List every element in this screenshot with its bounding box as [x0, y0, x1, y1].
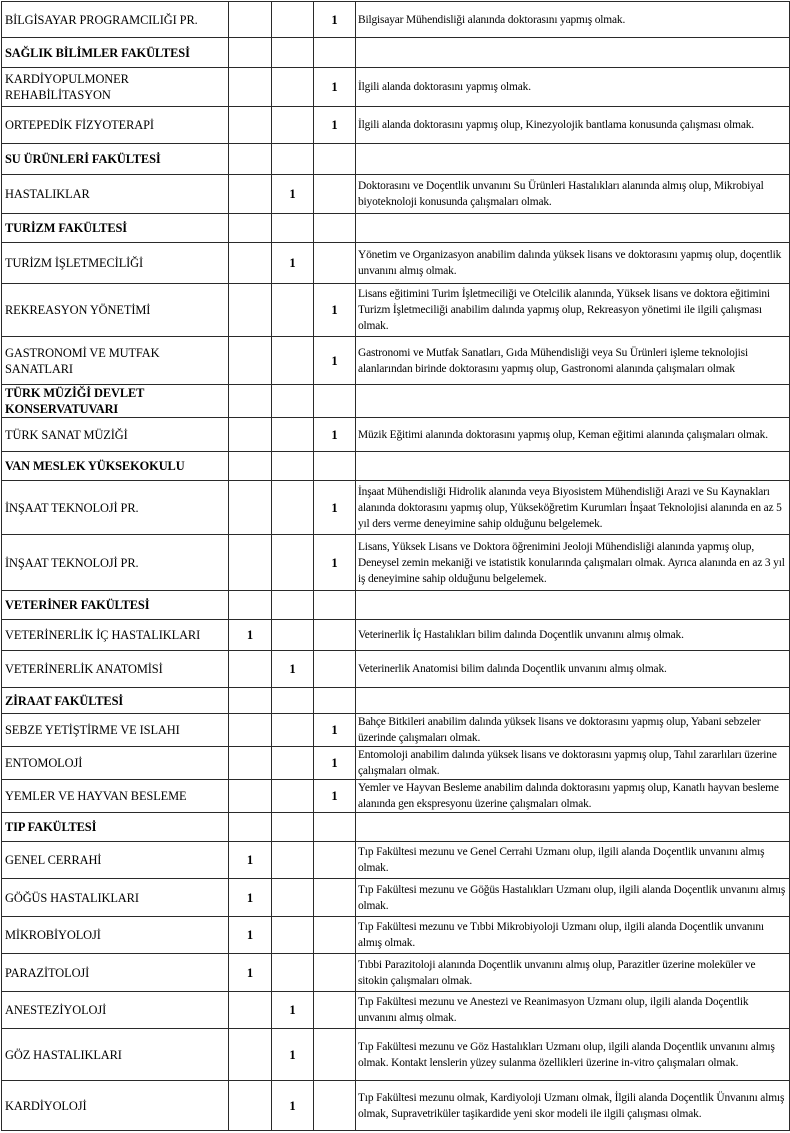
department-cell: TIP FAKÜLTESİ: [2, 813, 229, 842]
assistant-professor-count-cell: [314, 842, 356, 879]
requirement-cell: İnşaat Mühendisliği Hidrolik alanında veya Biyosistem Mühendisliği Arazi ve Su Kaynakları alanında doktorasını yapmış olup, Yükseköğretim Kurumları İnşaat Teknolojisi alanında en az 5 yıl ders verme deneyimine sahip olduğunu belgelemek.: [356, 481, 790, 535]
professor-count-cell: [229, 688, 272, 714]
professor-count-cell: [229, 780, 272, 813]
faculty-header-row: [2, 385, 790, 418]
table-row: [2, 337, 790, 385]
faculty-header-row: [2, 452, 790, 481]
department-cell: TÜRK SANAT MÜZİĞİ: [2, 418, 229, 452]
table-row: [2, 842, 790, 879]
requirement-cell: Tıp Fakültesi mezunu ve Anestezi ve Reanimasyon Uzmanı olup, ilgili alanda Doçentlik unvanını almış olmak.: [356, 992, 790, 1029]
requirement-cell: Tıp Fakültesi mezunu ve Göz Hastalıkları Uzmanı olup, ilgili alanda Doçentlik unvanını almış olmak. Kontakt lenslerin yüzey sulanma özellikleri üzerine in-vitro çalışmaları olmak.: [356, 1029, 790, 1081]
professor-count-cell: [229, 747, 272, 780]
requirement-cell: [356, 813, 790, 842]
associate-professor-count-cell: [272, 813, 314, 842]
requirement-cell: Tıp Fakültesi mezunu ve Göğüs Hastalıkları Uzmanı olup, ilgili alanda Doçentlik unvanını almış olmak.: [356, 879, 790, 917]
assistant-professor-count-cell: [314, 813, 356, 842]
faculty-header-row: [2, 38, 790, 68]
professor-count-cell: 1: [229, 879, 272, 917]
requirement-cell: Lisans eğitimini Turim İşletmeciliği ve Otelcilik alanında, Yüksek lisans ve doktora eğitimini Turizm İşletmeciliği anabilim dalında yapmış olup, Rekreasyon yönetimi ile ilgili çalışması olmak.: [356, 284, 790, 337]
professor-count-cell: [229, 535, 272, 591]
associate-professor-count-cell: [272, 452, 314, 481]
table-row: [2, 620, 790, 651]
professor-count-cell: [229, 144, 272, 175]
assistant-professor-count-cell: 1: [314, 68, 356, 107]
table-row: [2, 747, 790, 780]
professor-count-cell: [229, 243, 272, 284]
associate-professor-count-cell: 1: [272, 243, 314, 284]
requirement-cell: Tıbbi Parazitoloji alanında Doçentlik unvanını almış olup, Parazitler üzerine moleküler ve sitokin çalışmaları olmak.: [356, 954, 790, 992]
associate-professor-count-cell: [272, 535, 314, 591]
faculty-header-row: [2, 144, 790, 175]
associate-professor-count-cell: [272, 917, 314, 954]
assistant-professor-count-cell: 1: [314, 337, 356, 385]
requirement-cell: Tıp Fakültesi mezunu ve Tıbbi Mikrobiyoloji Uzmanı olup, ilgili alanda Doçentlik unvanını almış olmak.: [356, 917, 790, 954]
academic-positions-table: [1, 1, 790, 1131]
requirement-cell: [356, 452, 790, 481]
department-cell: SAĞLIK BİLİMLER FAKÜLTESİ: [2, 38, 229, 68]
associate-professor-count-cell: [272, 144, 314, 175]
associate-professor-count-cell: [272, 591, 314, 620]
associate-professor-count-cell: [272, 747, 314, 780]
associate-professor-count-cell: [272, 107, 314, 144]
assistant-professor-count-cell: 1: [314, 481, 356, 535]
associate-professor-count-cell: 1: [272, 1081, 314, 1131]
professor-count-cell: [229, 337, 272, 385]
associate-professor-count-cell: 1: [272, 992, 314, 1029]
associate-professor-count-cell: [272, 714, 314, 747]
department-cell: VETERİNER FAKÜLTESİ: [2, 591, 229, 620]
assistant-professor-count-cell: [314, 144, 356, 175]
assistant-professor-count-cell: [314, 214, 356, 243]
requirement-cell: Bahçe Bitkileri anabilim dalında yüksek lisans ve doktorasını yapmış olup, Yabani sebzeler üzerinde çalışmaları olmak.: [356, 714, 790, 747]
assistant-professor-count-cell: 1: [314, 535, 356, 591]
associate-professor-count-cell: [272, 481, 314, 535]
department-cell: ENTOMOLOJİ: [2, 747, 229, 780]
associate-professor-count-cell: [272, 418, 314, 452]
professor-count-cell: 1: [229, 917, 272, 954]
requirement-cell: Veterinerlik Anatomisi bilim dalında Doçentlik unvanını almış olmak.: [356, 651, 790, 688]
assistant-professor-count-cell: [314, 620, 356, 651]
table-row: [2, 2, 790, 38]
professor-count-cell: [229, 992, 272, 1029]
assistant-professor-count-cell: 1: [314, 714, 356, 747]
requirement-cell: [356, 591, 790, 620]
professor-count-cell: [229, 418, 272, 452]
requirement-cell: Gastronomi ve Mutfak Sanatları, Gıda Mühendisliği veya Su Ürünleri işleme teknolojisi alanlarından birinde doktorasını yapmış olup, Gastronomi alanında çalışmaları olmak: [356, 337, 790, 385]
assistant-professor-count-cell: 1: [314, 418, 356, 452]
department-cell: YEMLER VE HAYVAN BESLEME: [2, 780, 229, 813]
associate-professor-count-cell: [272, 780, 314, 813]
associate-professor-count-cell: [272, 214, 314, 243]
associate-professor-count-cell: [272, 688, 314, 714]
professor-count-cell: [229, 38, 272, 68]
requirement-cell: [356, 214, 790, 243]
professor-count-cell: [229, 813, 272, 842]
table-row: [2, 107, 790, 144]
requirement-cell: [356, 144, 790, 175]
department-cell: PARAZİTOLOJİ: [2, 954, 229, 992]
department-cell: İNŞAAT TEKNOLOJİ PR.: [2, 481, 229, 535]
assistant-professor-count-cell: [314, 879, 356, 917]
assistant-professor-count-cell: 1: [314, 107, 356, 144]
professor-count-cell: [229, 714, 272, 747]
assistant-professor-count-cell: [314, 917, 356, 954]
professor-count-cell: 1: [229, 842, 272, 879]
assistant-professor-count-cell: [314, 243, 356, 284]
requirement-cell: Veterinerlik İç Hastalıkları bilim dalında Doçentlik unvanını almış olmak.: [356, 620, 790, 651]
associate-professor-count-cell: [272, 284, 314, 337]
professor-count-cell: [229, 175, 272, 214]
assistant-professor-count-cell: [314, 591, 356, 620]
department-cell: GÖĞÜS HASTALIKLARI: [2, 879, 229, 917]
requirement-cell: Yemler ve Hayvan Besleme anabilim dalında doktorasını yapmış olup, Kanatlı hayvan besleme alanında gen ekspresyonu üzerine çalışmaları olmak.: [356, 780, 790, 813]
assistant-professor-count-cell: [314, 385, 356, 418]
assistant-professor-count-cell: [314, 175, 356, 214]
assistant-professor-count-cell: [314, 452, 356, 481]
requirement-cell: İlgili alanda doktorasını yapmış olmak.: [356, 68, 790, 107]
assistant-professor-count-cell: [314, 954, 356, 992]
professor-count-cell: [229, 481, 272, 535]
department-cell: REKREASYON YÖNETİMİ: [2, 284, 229, 337]
table-row: [2, 954, 790, 992]
department-cell: İNŞAAT TEKNOLOJİ PR.: [2, 535, 229, 591]
assistant-professor-count-cell: [314, 688, 356, 714]
associate-professor-count-cell: [272, 38, 314, 68]
assistant-professor-count-cell: 1: [314, 780, 356, 813]
department-cell: SU ÜRÜNLERİ FAKÜLTESİ: [2, 144, 229, 175]
department-cell: VETERİNERLİK İÇ HASTALIKLARI: [2, 620, 229, 651]
associate-professor-count-cell: 1: [272, 175, 314, 214]
faculty-header-row: [2, 591, 790, 620]
table-row: [2, 68, 790, 107]
professor-count-cell: [229, 1081, 272, 1131]
department-cell: ZİRAAT FAKÜLTESİ: [2, 688, 229, 714]
professor-count-cell: [229, 1029, 272, 1081]
department-cell: KARDİYOPULMONER REHABİLİTASYON: [2, 68, 229, 107]
department-cell: TÜRK MÜZİĞİ DEVLET KONSERVATUVARI: [2, 385, 229, 418]
associate-professor-count-cell: [272, 879, 314, 917]
department-cell: KARDİYOLOJİ: [2, 1081, 229, 1131]
faculty-header-row: [2, 688, 790, 714]
requirement-cell: [356, 688, 790, 714]
department-cell: VETERİNERLİK ANATOMİSİ: [2, 651, 229, 688]
associate-professor-count-cell: [272, 337, 314, 385]
requirement-cell: Bilgisayar Mühendisliği alanında doktorasını yapmış olmak.: [356, 2, 790, 38]
professor-count-cell: [229, 284, 272, 337]
assistant-professor-count-cell: [314, 38, 356, 68]
table-row: [2, 714, 790, 747]
associate-professor-count-cell: [272, 385, 314, 418]
department-cell: MİKROBİYOLOJİ: [2, 917, 229, 954]
department-cell: HASTALIKLAR: [2, 175, 229, 214]
requirement-cell: Müzik Eğitimi alanında doktorasını yapmış olup, Keman eğitimi alanında çalışmaları olmak.: [356, 418, 790, 452]
department-cell: TURİZM FAKÜLTESİ: [2, 214, 229, 243]
associate-professor-count-cell: [272, 954, 314, 992]
department-cell: GENEL CERRAHİ: [2, 842, 229, 879]
requirement-cell: [356, 38, 790, 68]
professor-count-cell: [229, 2, 272, 38]
associate-professor-count-cell: [272, 2, 314, 38]
requirement-cell: Tıp Fakültesi mezunu ve Genel Cerrahi Uzmanı olup, ilgili alanda Doçentlik unvanını almış olmak.: [356, 842, 790, 879]
faculty-header-row: [2, 214, 790, 243]
requirement-cell: Lisans, Yüksek Lisans ve Doktora öğrenimini Jeoloji Mühendisliği alanında yapmış olup, Deneysel zemin mekaniği ve istatistik konularında çalışmaları olmak. Ayrıca alanında en az 3 yıl iş deneyimine sahip olduğunu belgelemek.: [356, 535, 790, 591]
department-cell: BİLGİSAYAR PROGRAMCILIĞI PR.: [2, 2, 229, 38]
professor-count-cell: [229, 107, 272, 144]
requirement-cell: Doktorasını ve Doçentlik unvanını Su Ürünleri Hastalıkları alanında almış olup, Mikrobiyal biyoteknoloji konusunda çalışmaları olmak.: [356, 175, 790, 214]
table-row: [2, 418, 790, 452]
assistant-professor-count-cell: 1: [314, 2, 356, 38]
requirement-cell: [356, 385, 790, 418]
assistant-professor-count-cell: 1: [314, 284, 356, 337]
department-cell: ORTEPEDİK FİZYOTERAPİ: [2, 107, 229, 144]
assistant-professor-count-cell: 1: [314, 747, 356, 780]
professor-count-cell: [229, 452, 272, 481]
table-row: [2, 175, 790, 214]
assistant-professor-count-cell: [314, 1081, 356, 1131]
professor-count-cell: [229, 385, 272, 418]
table-row: [2, 1029, 790, 1081]
table-row: [2, 243, 790, 284]
table-row: [2, 917, 790, 954]
professor-count-cell: [229, 68, 272, 107]
department-cell: VAN MESLEK YÜKSEKOKULU: [2, 452, 229, 481]
assistant-professor-count-cell: [314, 1029, 356, 1081]
professor-count-cell: 1: [229, 620, 272, 651]
table-row: [2, 284, 790, 337]
table-row: [2, 992, 790, 1029]
requirement-cell: İlgili alanda doktorasını yapmış olup, Kinezyolojik bantlama konusunda çalışması olmak.: [356, 107, 790, 144]
assistant-professor-count-cell: [314, 651, 356, 688]
associate-professor-count-cell: [272, 842, 314, 879]
associate-professor-count-cell: [272, 620, 314, 651]
professor-count-cell: [229, 591, 272, 620]
associate-professor-count-cell: 1: [272, 651, 314, 688]
requirement-cell: Tıp Fakültesi mezunu olmak, Kardiyoloji Uzmanı olmak, İlgili alanda Doçentlik Ünvanını almış olmak, Supravetriküler taşikardide yeni skor modeli ile ilgili çalışması olmak.: [356, 1081, 790, 1131]
professor-count-cell: [229, 651, 272, 688]
requirement-cell: Entomoloji anabilim dalında yüksek lisans ve doktorasını yapmış olup, Tahıl zararlıları üzerine çalışmaları olmak.: [356, 747, 790, 780]
department-cell: ANESTEZİYOLOJİ: [2, 992, 229, 1029]
requirement-cell: Yönetim ve Organizasyon anabilim dalında yüksek lisans ve doktorasını yapmış olup, doçentlik unvanını almış olmak.: [356, 243, 790, 284]
table-row: [2, 481, 790, 535]
table-row: [2, 651, 790, 688]
associate-professor-count-cell: [272, 68, 314, 107]
department-cell: GASTRONOMİ VE MUTFAK SANATLARI: [2, 337, 229, 385]
table-row: [2, 780, 790, 813]
department-cell: SEBZE YETİŞTİRME VE ISLAHI: [2, 714, 229, 747]
assistant-professor-count-cell: [314, 992, 356, 1029]
department-cell: GÖZ HASTALIKLARI: [2, 1029, 229, 1081]
table-row: [2, 1081, 790, 1131]
professor-count-cell: [229, 214, 272, 243]
associate-professor-count-cell: 1: [272, 1029, 314, 1081]
table-body: [2, 2, 790, 1131]
faculty-header-row: [2, 813, 790, 842]
table-row: [2, 535, 790, 591]
department-cell: TURİZM İŞLETMECİLİĞİ: [2, 243, 229, 284]
table-row: [2, 879, 790, 917]
professor-count-cell: 1: [229, 954, 272, 992]
